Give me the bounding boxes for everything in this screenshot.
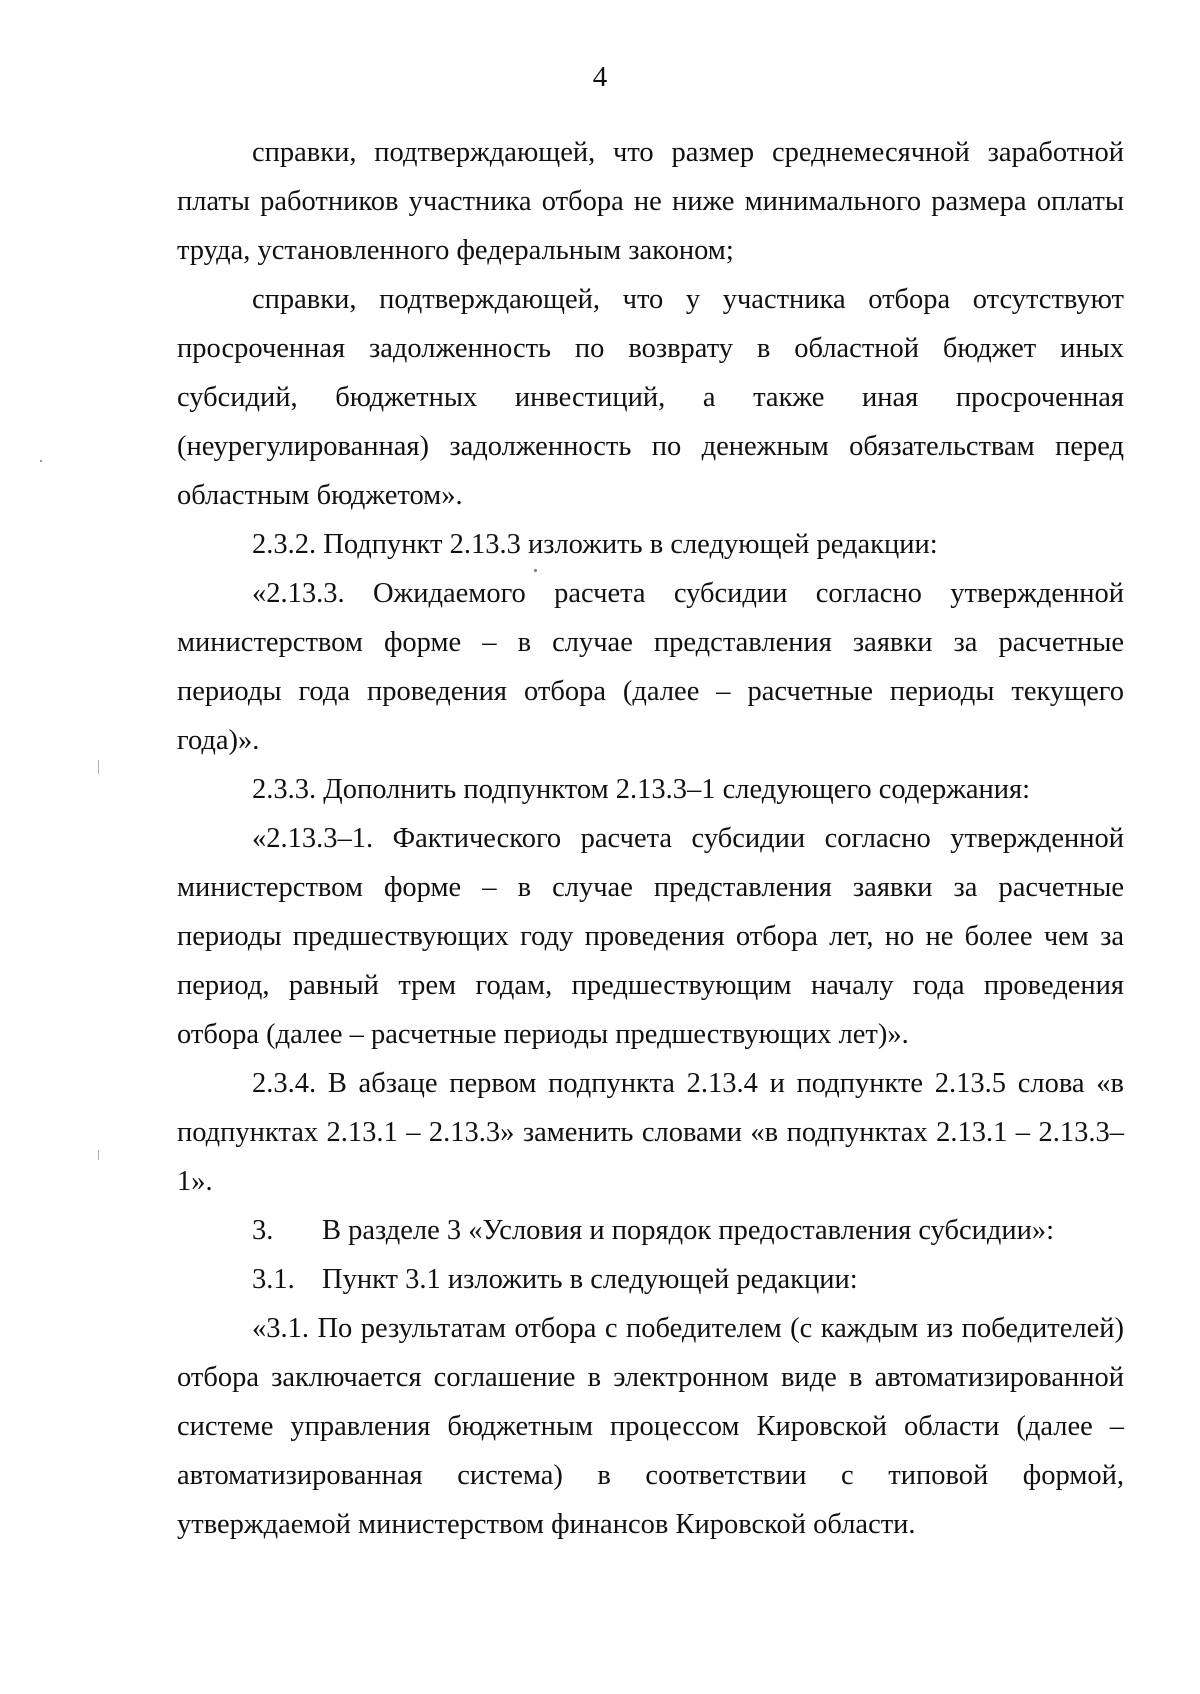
page-number: 4 bbox=[592, 61, 608, 93]
section-3-text: В разделе 3 «Условия и порядок предоставления субсидии»: bbox=[322, 1215, 1055, 1246]
paragraph-certificate-debt: справки, подтверждающей, что у участника отбора отсутствуют просроченная задолженность по возврату в областной бюджет иных субсидий, бюджетных инвестиций, а также иная просроченная (неурегулированная) задолженность по денежным обязательствам перед областным бюджетом». bbox=[177, 284, 1124, 511]
paragraph-item-3-1 bbox=[177, 1255, 1124, 1304]
scan-speck bbox=[40, 460, 42, 462]
document-body bbox=[177, 128, 1124, 1549]
paragraph-3-1-text: «3.1. По результатам отбора с победителем (с каждым из победителей) отбора заключается соглашение в электронном виде в автоматизированной системе управления бюджетным процессом Кировской области (далее – автоматизированная система) в соответствии с типовой формой, утверждаемой министерством финансов Кировской области. bbox=[177, 1313, 1124, 1540]
item-3-1-number: 3.1. bbox=[252, 1264, 295, 1295]
item-3-1-text: Пункт 3.1 изложить в следующей редакции: bbox=[322, 1264, 858, 1295]
scan-mark bbox=[98, 1150, 99, 1160]
paragraph-2-3-2: 2.3.2. Подпункт 2.13.3 изложить в следующей редакции: bbox=[252, 529, 938, 560]
scan-speck bbox=[534, 569, 537, 572]
paragraph-2-3-4: 2.3.4. В абзаце первом подпункта 2.13.4 и подпункте 2.13.5 слова «в подпунктах 2.13.1 – 2.13.3» заменить словами «в подпунктах 2.13.1 – 2.13.3–1». bbox=[177, 1068, 1124, 1197]
paragraph-2-13-3: «2.13.3. Ожидаемого расчета субсидии согласно утвержденной министерством форме – в случае представления заявки за расчетные периоды года проведения отбора (далее – расчетные периоды текущего года)». bbox=[177, 578, 1124, 756]
paragraph-2-13-3-1: «2.13.3–1. Фактического расчета субсидии согласно утвержденной министерством форме – в случае представления заявки за расчетные периоды предшествующих году проведения отбора лет, но не более чем за период, равный трем годам, предшествующим началу года проведения отбора (далее – расчетные периоды предшествующих лет)». bbox=[177, 823, 1124, 1050]
paragraph-certificate-salary: справки, подтверждающей, что размер среднемесячной заработной платы работников участника отбора не ниже минимального размера оплаты труда, установленного федеральным законом; bbox=[177, 137, 1124, 266]
paragraph-section-3 bbox=[177, 1206, 1124, 1255]
paragraph-2-3-3: 2.3.3. Дополнить подпунктом 2.13.3–1 следующего содержания: bbox=[252, 774, 1031, 805]
scan-mark bbox=[98, 760, 99, 774]
section-3-number: 3. bbox=[252, 1215, 274, 1246]
